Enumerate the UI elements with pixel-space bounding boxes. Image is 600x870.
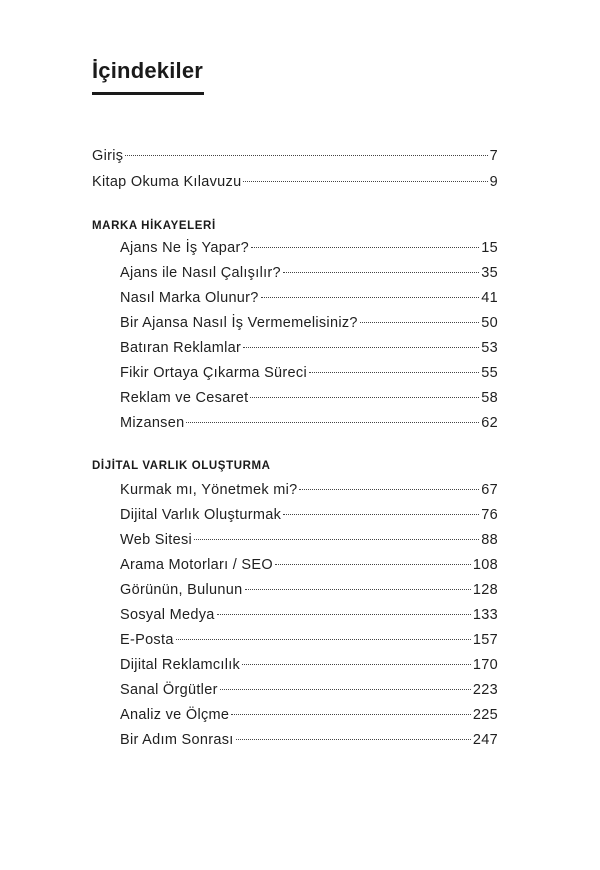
toc-entry[interactable] (120, 507, 498, 529)
toc-entry-page: 53 (481, 340, 498, 356)
dot-leader (243, 347, 479, 348)
dot-leader (236, 739, 471, 740)
dot-leader (243, 181, 487, 182)
toc-entry[interactable] (120, 290, 498, 312)
toc-entry[interactable] (120, 240, 498, 262)
toc-entry-label: Görünün, Bulunun (120, 582, 243, 598)
toc-entry-label: Ajans ile Nasıl Çalışılır? (120, 265, 281, 281)
toc-entry-page: 62 (481, 415, 498, 431)
dot-leader (217, 614, 471, 615)
toc-entry[interactable] (120, 390, 498, 412)
toc-entry-page: 50 (481, 315, 498, 331)
dot-leader (360, 322, 480, 323)
dot-leader (251, 247, 479, 248)
toc-entry[interactable] (120, 657, 498, 679)
toc-entry-label: Arama Motorları / SEO (120, 557, 273, 573)
toc-entry-label: Mizansen (120, 415, 185, 431)
toc-entry[interactable] (120, 340, 498, 362)
toc-entry-label: Fikir Ortaya Çıkarma Süreci (120, 365, 307, 381)
toc-entry-label: Reklam ve Cesaret (120, 390, 249, 406)
dot-leader (245, 589, 471, 590)
toc-entry[interactable] (120, 707, 498, 729)
toc-entry-label: Kitap Okuma Kılavuzu (92, 174, 242, 190)
dot-leader (125, 155, 487, 156)
toc-entry[interactable] (120, 532, 498, 554)
dot-leader (231, 714, 471, 715)
toc-entry-page: 128 (472, 582, 498, 598)
toc-entry-label: Batıran Reklamlar (120, 340, 242, 356)
toc-entry[interactable] (120, 607, 498, 629)
toc-entry[interactable] (92, 174, 498, 196)
toc-entry-label: Analiz ve Ölçme (120, 707, 230, 723)
toc-entry-label: Nasıl Marka Olunur? (120, 290, 259, 306)
dot-leader (283, 514, 479, 515)
dot-leader (309, 372, 479, 373)
dot-leader (250, 397, 479, 398)
toc-entry-page: 67 (481, 482, 498, 498)
toc-entry[interactable] (120, 582, 498, 604)
dot-leader (186, 422, 479, 423)
toc-entry-page: 223 (472, 682, 498, 698)
dot-leader (176, 639, 471, 640)
toc-entry-label: Dijital Reklamcılık (120, 657, 241, 673)
toc-entry-page: 35 (481, 265, 498, 281)
toc-entry-page: 133 (472, 607, 498, 623)
toc-entry-page: 225 (472, 707, 498, 723)
toc-entry-label: Sosyal Medya (120, 607, 215, 623)
toc-entry[interactable] (120, 415, 498, 437)
toc-entry-label: Web Sitesi (120, 532, 193, 548)
toc-entry-label: E-Posta (120, 632, 174, 648)
title-underline (92, 92, 204, 95)
toc-entry[interactable] (120, 732, 498, 754)
section-heading: DİJİTAL VARLIK OLUŞTURMA (92, 460, 271, 472)
toc-entry-page: 88 (481, 532, 498, 548)
toc-entry-page: 58 (481, 390, 498, 406)
toc-entry-page: 15 (481, 240, 498, 256)
toc-entry-page: 55 (481, 365, 498, 381)
dot-leader (220, 689, 471, 690)
dot-leader (194, 539, 479, 540)
toc-entry-label: Sanal Örgütler (120, 682, 218, 698)
section-heading: MARKA HİKAYELERİ (92, 220, 216, 232)
toc-entry-page: 157 (472, 632, 498, 648)
toc-entry-page: 170 (472, 657, 498, 673)
toc-entry[interactable] (120, 365, 498, 387)
toc-entry-label: Dijital Varlık Oluşturmak (120, 507, 282, 523)
toc-entry-page: 108 (472, 557, 498, 573)
toc-entry[interactable] (120, 315, 498, 337)
toc-entry-page: 9 (489, 174, 498, 190)
toc-entry-page: 7 (489, 148, 498, 164)
toc-entry-page: 41 (481, 290, 498, 306)
dot-leader (283, 272, 479, 273)
toc-entry-label: Ajans Ne İş Yapar? (120, 240, 249, 256)
dot-leader (242, 664, 471, 665)
toc-entry[interactable] (120, 482, 498, 504)
toc-entry-page: 247 (472, 732, 498, 748)
toc-entry-label: Kurmak mı, Yönetmek mi? (120, 482, 298, 498)
toc-entry-page: 76 (481, 507, 498, 523)
page-title: İçindekiler (92, 58, 204, 83)
toc-entry[interactable] (120, 265, 498, 287)
dot-leader (299, 489, 479, 490)
dot-leader (275, 564, 471, 565)
toc-title-block (92, 58, 204, 95)
toc-entry[interactable] (92, 148, 498, 170)
toc-entry[interactable] (120, 557, 498, 579)
toc-entry[interactable] (120, 682, 498, 704)
toc-entry[interactable] (120, 632, 498, 654)
toc-entry-label: Bir Ajansa Nasıl İş Vermemelisiniz? (120, 315, 358, 331)
toc-entry-label: Giriş (92, 148, 124, 164)
dot-leader (261, 297, 480, 298)
toc-entry-label: Bir Adım Sonrası (120, 732, 234, 748)
